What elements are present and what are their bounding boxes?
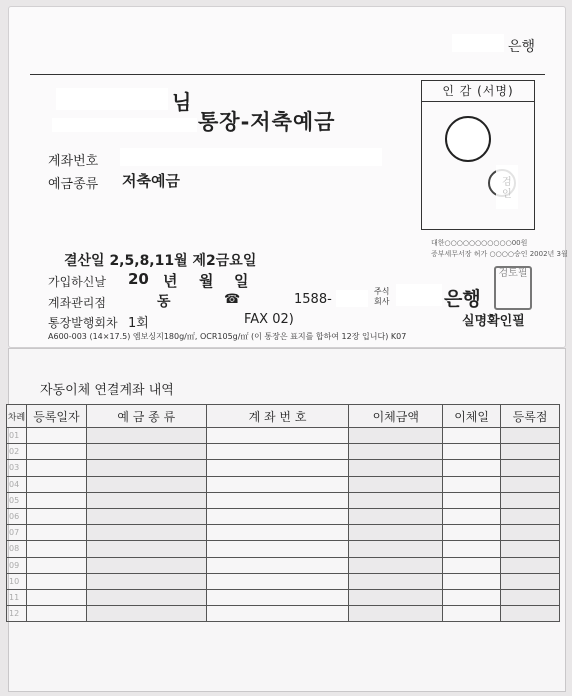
seal-check-mark: 검인 [502, 177, 512, 200]
table-row [7, 573, 560, 589]
col-header-transfer-day: 이체일 [443, 405, 501, 428]
table-row [7, 428, 560, 444]
auto-transfer-title: 자동이체 연결계좌 내역 [40, 383, 174, 398]
col-header-reg-branch: 등록점 [501, 405, 560, 428]
join-date-year-unit: 년 [163, 272, 178, 290]
col-header-deposit-type: 예 금 종 류 [86, 405, 206, 428]
row-number: 05 [7, 492, 27, 508]
print-spec: A600-003 (14×17.5) 엠보싱지180g/㎡, OCR105g/㎡ (이 통장은 표지를 합하여 12장 입니다) K07 [48, 332, 407, 341]
join-date-day-unit: 일 [234, 272, 249, 290]
col-header-reg-date: 등록일자 [26, 405, 86, 428]
table-row [7, 541, 560, 557]
branch-label: 계좌관리점 [48, 296, 106, 310]
table-header-row [7, 405, 560, 428]
table-row [7, 508, 560, 524]
row-number: 03 [7, 460, 27, 476]
row-number: 01 [7, 428, 27, 444]
phone-prefix: 1588- [294, 292, 332, 307]
table-row [7, 476, 560, 492]
owner-suffix: 님 [172, 90, 192, 114]
auto-transfer-table [6, 404, 560, 622]
account-number-label: 계좌번호 [48, 154, 99, 169]
passbook-title: 통장-저축예금 [198, 110, 336, 134]
deposit-type-label: 예금종류 [48, 177, 99, 192]
phone-icon: ☎ [224, 292, 241, 307]
company-type-top: 주식 [374, 287, 390, 296]
redacted-owner-name [56, 88, 168, 110]
row-number: 11 [7, 589, 27, 605]
col-header-transfer-amount: 이체금액 [349, 405, 443, 428]
table-row [7, 606, 560, 622]
col-header-order: 차례 [7, 405, 27, 428]
deposit-type-value: 저축예금 [122, 172, 180, 190]
row-number: 02 [7, 444, 27, 460]
issue-count-label: 통장발행회차 [48, 316, 118, 330]
table-row [7, 557, 560, 573]
row-number: 07 [7, 525, 27, 541]
seal-label: 인 감 (서명) [422, 81, 534, 102]
seal-box [421, 80, 535, 230]
table-row [7, 525, 560, 541]
seal-footer-line1: 대한○○○○○○○○○○○00원 [431, 239, 528, 247]
verified-label: 실명확인필 [462, 314, 525, 329]
row-number: 06 [7, 508, 27, 524]
row-number: 12 [7, 606, 27, 622]
table-row [7, 444, 560, 460]
redacted-block [452, 34, 504, 52]
company-type-bottom: 회사 [374, 297, 390, 306]
row-number: 08 [7, 541, 27, 557]
row-number: 09 [7, 557, 27, 573]
table-row [7, 460, 560, 476]
col-header-account-number: 계 좌 번 호 [206, 405, 349, 428]
bank-name-top: 은행 [508, 39, 536, 55]
row-number: 10 [7, 573, 27, 589]
join-date-year: 20 [128, 270, 149, 288]
issue-count-value: 1회 [128, 316, 149, 331]
table-row [7, 589, 560, 605]
seal-circles [422, 101, 534, 229]
settlement-date: 결산일 2,5,8,11월 제2금요일 [64, 253, 257, 269]
redacted-account-number [120, 148, 382, 166]
header-divider [30, 74, 545, 75]
join-date-label: 가입하신날 [48, 275, 106, 289]
seal-footer-line2: 증부세무서장 허가 ○○○○승인 2002년 3월 [431, 250, 568, 258]
row-number: 04 [7, 476, 27, 492]
branch-suffix: 동 [157, 294, 171, 310]
table-row [7, 492, 560, 508]
review-stamp: 검토필 [494, 266, 532, 310]
redacted-bank-prefix [396, 284, 442, 306]
redacted-phone [336, 290, 368, 307]
join-date-month-unit: 월 [199, 272, 214, 290]
redacted-block [52, 118, 197, 132]
fax-label: FAX 02) [244, 312, 294, 327]
bank-name-main: 은행 [444, 288, 481, 310]
